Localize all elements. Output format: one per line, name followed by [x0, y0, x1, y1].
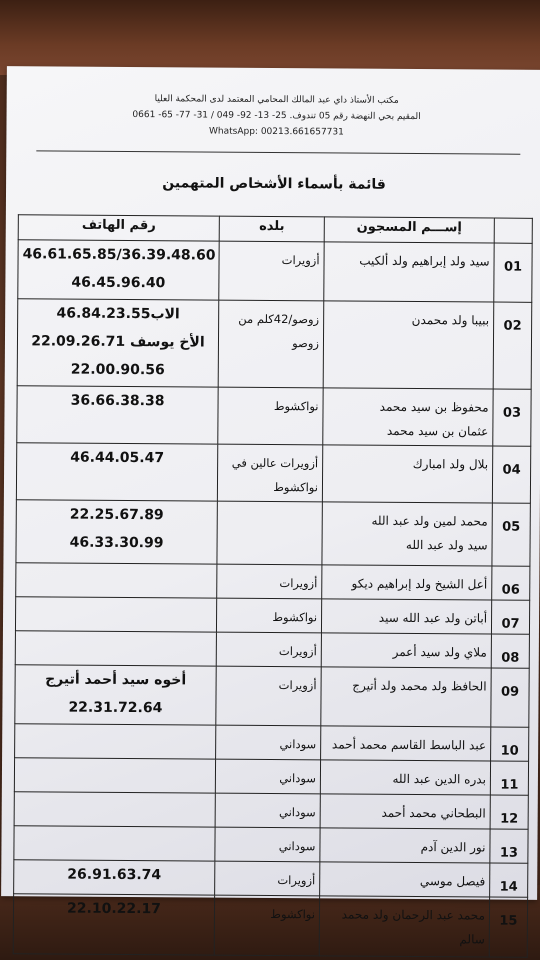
hometown: سوداني: [278, 839, 316, 854]
prisoner-name: سيد ولد عبد الله: [405, 537, 488, 553]
hometown-cell: [215, 759, 320, 794]
hometown-cell: [217, 501, 322, 565]
row-number: 06: [492, 566, 530, 600]
table-row: [15, 597, 529, 635]
prisoner-name: بدره الدين عبد الله: [392, 771, 486, 787]
prisoner-name-cell: [321, 667, 491, 727]
hometown: سوداني: [279, 737, 317, 752]
document-title: قائمة بأسماء الأشخاص المتهمين: [162, 175, 386, 193]
prisoner-name-cell: [323, 388, 493, 446]
hometown-cell: [216, 725, 321, 760]
table-row: [15, 724, 529, 762]
phone-number: 36.66.38.38: [70, 392, 165, 410]
phone-number-cell: [13, 894, 214, 955]
hometown-cell: [216, 632, 321, 667]
hometown-cell: [214, 895, 319, 956]
table-body: [13, 240, 532, 958]
hometown: [222, 508, 318, 509]
prisoner-name-cell: [320, 862, 490, 897]
row-number: 01: [494, 243, 532, 302]
hometown-cell: [217, 444, 322, 502]
header-number: [494, 218, 532, 243]
prisoner-name-cell: [322, 445, 492, 503]
hometown-cell: [218, 300, 324, 388]
phone-number: [19, 826, 211, 827]
prisoner-name: محمد عبد الرحمان ولد محمد: [341, 907, 486, 923]
prisoner-name: محمد لمين ولد عبد الله: [371, 513, 488, 529]
header-name: إســـم المسجون: [324, 217, 494, 243]
hometown-cell: [215, 861, 320, 896]
hometown: أزويرات: [281, 253, 320, 268]
prisoner-name: ببيبا ولد محمدن: [411, 312, 490, 328]
row-number: 04: [492, 446, 530, 503]
prisoner-name-cell: [321, 633, 491, 668]
hometown: أزويرات: [278, 644, 317, 659]
prisoner-name-cell: [322, 565, 492, 600]
phone-number-cell: [15, 665, 216, 725]
phone-number-cell: [15, 724, 216, 759]
hometown: زوصو/42كلم من: [238, 311, 320, 327]
row-number: 14: [490, 863, 528, 897]
background-top: [0, 0, 540, 75]
row-number: 11: [490, 761, 528, 795]
phone-number: 22.31.72.64: [68, 699, 163, 717]
hometown: سوداني: [278, 805, 316, 820]
phone-number-cell: [15, 597, 216, 632]
phone-number: [19, 724, 211, 725]
phone-number: 22.10.22.17: [67, 900, 162, 918]
hometown-cell: [218, 387, 323, 445]
phone-number-cell: [15, 631, 216, 666]
phone-number-cell: [16, 500, 217, 564]
row-number: 03: [493, 389, 531, 446]
prisoner-name-cell: [320, 794, 490, 829]
phone-number: 22.25.67.89: [69, 506, 164, 524]
hometown: أزويرات: [277, 873, 316, 888]
row-number: 07: [491, 600, 529, 634]
row-number: 02: [493, 302, 532, 389]
phone-number-cell: [17, 386, 218, 444]
hometown: نواكشوط: [273, 480, 319, 495]
prisoner-name-cell: [320, 760, 490, 795]
prisoner-name: بلال ولد امبارك: [412, 456, 489, 472]
table-row: [18, 240, 532, 303]
hometown-cell: [217, 564, 322, 599]
table-row: [17, 299, 532, 390]
phone-number: 22.00.90.56: [70, 361, 165, 379]
header-town: بلده: [219, 216, 324, 242]
phone-number: [19, 758, 211, 759]
phone-number: [20, 631, 212, 632]
row-number: 08: [491, 634, 529, 668]
row-number: 12: [490, 795, 528, 829]
hometown-cell: [215, 827, 320, 862]
table-row: [14, 826, 528, 864]
prisoner-name-cell: [323, 301, 494, 389]
hometown: نواكشوط: [272, 610, 318, 625]
hometown: أزويرات عالين في: [231, 455, 319, 471]
phone-number-cell: [14, 792, 215, 827]
prisoner-name: عبد الباسط القاسم محمد أحمد: [331, 737, 487, 753]
phone-number: 46.61.65.85/36.39.48.60: [22, 246, 216, 264]
hometown-cell: [215, 793, 320, 828]
prisoner-name: فيصل موسي: [419, 874, 486, 889]
hometown-cell: [216, 666, 321, 726]
phone-number: 46.33.30.99: [69, 534, 164, 552]
hometown: نواكشوط: [270, 906, 316, 922]
phone-number-cell: [14, 758, 215, 793]
hometown: نواكشوط: [273, 399, 319, 414]
hometown: سوداني: [279, 771, 316, 786]
letterhead: [96, 94, 456, 139]
row-number: 05: [492, 503, 530, 566]
phone-number: 22.09.26.71 الأخ يوسف: [31, 333, 205, 351]
header-rule: [36, 150, 520, 154]
phone-number-cell: [17, 299, 219, 387]
prisoner-name-cell: [319, 896, 489, 957]
prisoner-name-cell: [321, 726, 491, 761]
phone-number: [20, 597, 212, 598]
phone-number: 26.91.63.74: [67, 866, 162, 884]
table-row: [15, 665, 529, 728]
table-row: [16, 443, 530, 504]
letterhead-address: المقيم بحي النهضة رقم 05 تندوف. 25- 13- 92- 049 / 31- 77- 65- 0661: [132, 110, 421, 123]
letterhead-whatsapp: WhatsApp: 00213.661657731: [208, 126, 344, 138]
hometown: زوصو: [292, 336, 320, 351]
hometown-cell: [216, 598, 321, 633]
table-row: [13, 894, 527, 958]
prisoner-name: عثمان بن سيد محمد: [386, 423, 489, 439]
table-row: [16, 563, 530, 601]
defendants-table: [13, 214, 533, 958]
prisoner-name: أباتن ولد عبد الله سيد: [378, 610, 488, 626]
table-row: [14, 758, 528, 796]
hometown: أزويرات: [279, 576, 318, 591]
prisoner-name: سالم: [459, 932, 485, 947]
row-number: 09: [491, 668, 529, 727]
row-number: 13: [490, 829, 528, 863]
row-number: 10: [491, 727, 529, 761]
phone-number: 46.84.23.55الاب: [56, 305, 180, 323]
prisoner-name: سيد ولد إبراهيم ولد ألكيب: [359, 253, 490, 269]
phone-number: [20, 563, 212, 564]
prisoner-name: الحافظ ولد محمد ولد أتيرج: [352, 678, 487, 694]
phone-number-cell: [16, 563, 217, 598]
phone-number: 46.44.05.47: [70, 449, 165, 467]
phone-number-cell: [14, 860, 215, 895]
hometown: أزويرات: [278, 678, 317, 693]
prisoner-name-cell: [320, 828, 490, 863]
document-page: [1, 66, 540, 947]
row-number: 15: [489, 897, 527, 957]
prisoner-name-cell: [322, 502, 492, 566]
prisoner-name: ملاي ولد سيد أعمر: [392, 644, 487, 660]
table-row: [14, 860, 528, 898]
phone-number: 46.45.96.40: [71, 274, 166, 292]
table-row: [14, 792, 528, 830]
prisoner-name-cell: [321, 599, 491, 634]
table-row: [17, 386, 531, 447]
prisoner-name: البطحاني محمد أحمد: [381, 805, 486, 821]
table-row: [15, 631, 529, 669]
phone-number-cell: [14, 826, 215, 861]
table-header-row: [18, 215, 532, 244]
phone-number-cell: [18, 240, 219, 300]
header-phone: رقم الهاتف: [18, 215, 219, 241]
prisoner-name-cell: [324, 242, 494, 302]
phone-number: أخوه سيد أحمد أتيرج: [45, 671, 187, 689]
prisoner-name: أعل الشيخ ولد إبراهيم ديكو: [351, 576, 488, 592]
hometown-cell: [219, 241, 324, 301]
prisoner-name: نور الدين آدم: [420, 840, 486, 855]
phone-number: [19, 792, 211, 793]
letterhead-office: مكتب الأستاذ داي عبد المالك المحامي المعتمد لدى المحكمة العليا: [154, 94, 399, 106]
table-row: [16, 500, 530, 567]
phone-number-cell: [16, 443, 217, 501]
prisoner-name: محفوظ بن سيد محمد: [379, 399, 489, 415]
